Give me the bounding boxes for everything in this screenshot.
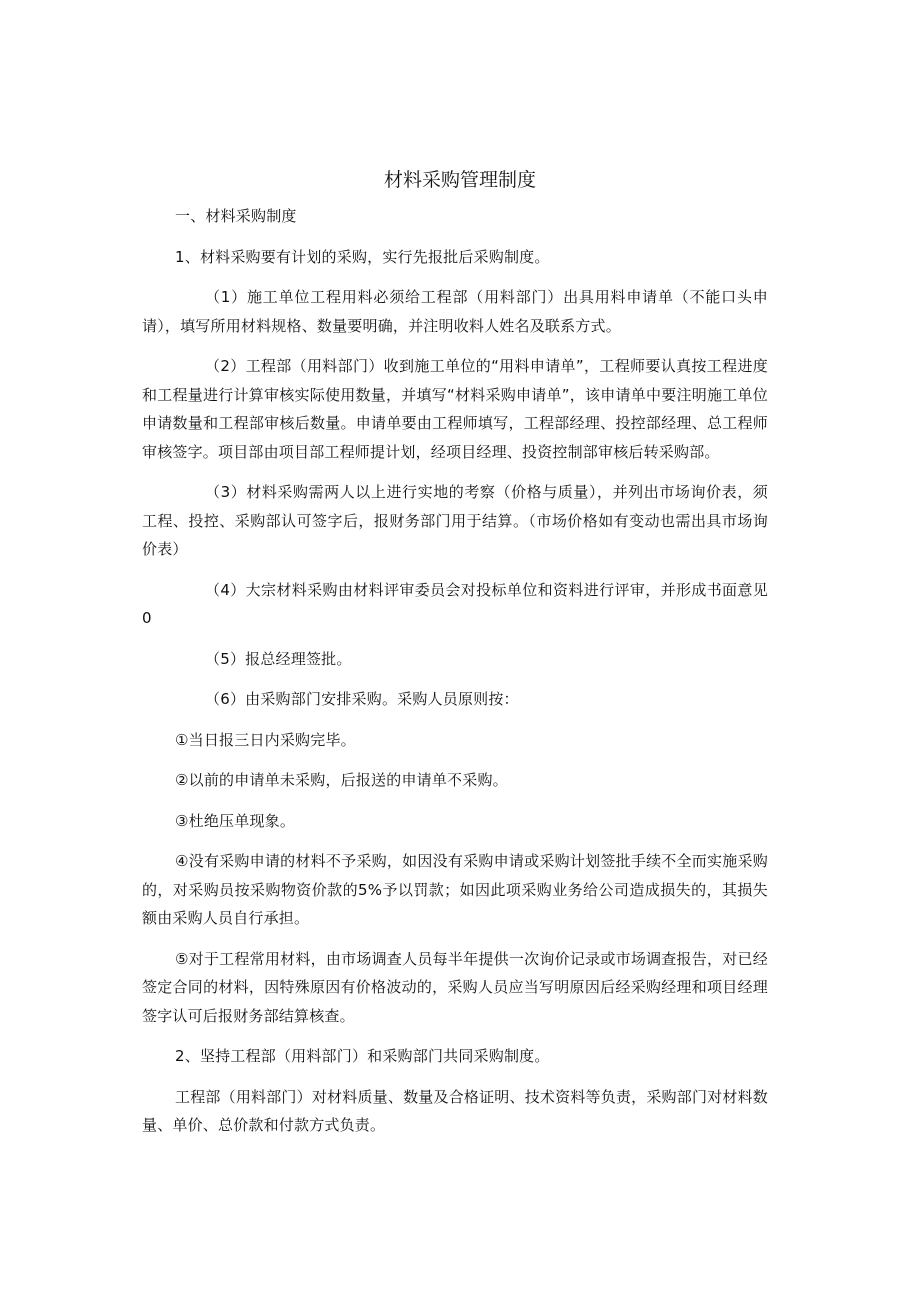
paragraph-responsibility: 工程部（用料部门）对材料质量、数量及合格证明、技术资料等负责，采购部门对材料数量、单价、总价款和付款方式负责。	[142, 1087, 768, 1134]
paragraph-principle-4: ④没有采购申请的材料不予采购，如因没有采购申请或采购计划签批手续不全而实施采购的，对采购员按采购物资价款的5%予以罚款；如因此项采购业务给公司造成损失的，其损失额由采购人员自行承担。	[142, 852, 768, 927]
paragraph-principle-5: ⑤对于工程常用材料，由市场调查人员每半年提供一次询价记录或市场调查报告，对已经签定合同的材料，因特殊原因有价格波动的，采购人员应当写明原因后经采购经理和项目经理签字认可后报财务部结算核查。	[142, 949, 768, 1025]
paragraph-item-1: （1）施工单位工程用料必须给工程部（用料部门）出具用料申请单（不能口头申请），填写所用材料规格、数量要明确，并注明收料人姓名及联系方式。	[142, 288, 768, 335]
paragraph-principle-2: ②以前的申请单未采购，后报送的申请单不采购。	[175, 771, 508, 789]
paragraph-section-heading: 一、材料采购制度	[175, 207, 297, 225]
paragraph-item-5: （5）报总经理签批。	[205, 649, 352, 668]
paragraph-item-4: （4）大宗材料采购由材料评审委员会对投标单位和资料进行评审，并形成书面意见0	[142, 580, 768, 627]
paragraph-item-3: （3）材料采购需两人以上进行实地的考察（价格与质量），并列出市场询价表，须工程、投控、采购部认可签字后，报财务部门用于结算。（市场价格如有变动也需出具市场询价表）	[142, 483, 768, 558]
paragraph-item-6: （6）由采购部门安排采购。采购人员原则按：	[205, 690, 519, 708]
paragraph-rule-1: 1、材料采购要有计划的采购，实行先报批后采购制度。	[175, 247, 550, 266]
paragraph-principle-1: ①当日报三日内采购完毕。	[175, 730, 356, 749]
paragraph-rule-2: 2、坚持工程部（用料部门）和采购部门共同采购制度。	[175, 1047, 550, 1065]
document-body	[142, 202, 768, 1152]
paragraph-item-2: （2）工程部（用料部门）收到施工单位的“用料申请单”，工程师要认真按工程进度和工程量进行计算审核实际使用数量，并填写“材料采购申请单”，该申请单中要注明施工单位申请数量和工程部审核后数量。申请单要由工程师填写，工程部经理、投控部经理、总工程师审核签字。项目部由项目部工程师提计划，经项目经理、投资控制部审核后转采购部。	[142, 357, 768, 461]
paragraph-principle-3: ③杜绝压单现象。	[175, 811, 296, 830]
document-title: 材料采购管理制度	[383, 169, 536, 191]
